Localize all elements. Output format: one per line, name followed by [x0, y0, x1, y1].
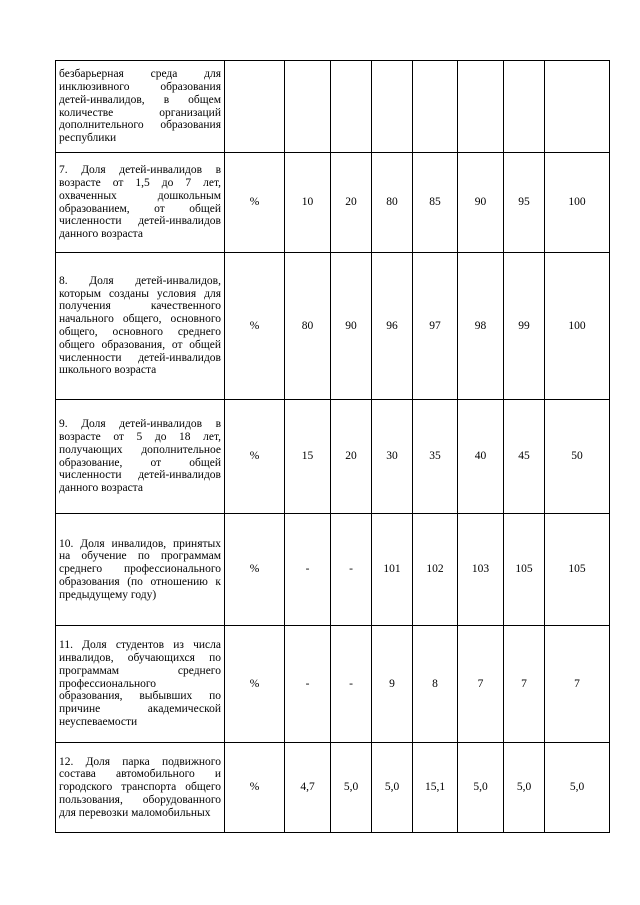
indicators-table — [55, 60, 610, 833]
value-cell: 4,7 — [285, 743, 331, 833]
value-cell — [413, 61, 458, 153]
table-row — [56, 61, 610, 153]
table-row — [56, 253, 610, 400]
value-cell: 101 — [372, 514, 413, 626]
table-body — [56, 61, 610, 833]
unit-cell: % — [225, 153, 285, 253]
value-cell — [372, 61, 413, 153]
value-cell: 9 — [372, 626, 413, 743]
value-cell: - — [331, 514, 372, 626]
value-cell: 90 — [458, 153, 504, 253]
unit-cell: % — [225, 743, 285, 833]
value-cell: 105 — [545, 514, 610, 626]
value-cell: 102 — [413, 514, 458, 626]
value-cell: - — [285, 626, 331, 743]
value-cell: 97 — [413, 253, 458, 400]
value-cell: 20 — [331, 400, 372, 514]
value-cell: 85 — [413, 153, 458, 253]
value-cell: 100 — [545, 253, 610, 400]
value-cell: - — [285, 514, 331, 626]
value-cell: 50 — [545, 400, 610, 514]
table-row — [56, 153, 610, 253]
value-cell: - — [331, 626, 372, 743]
indicator-description: 10. Доля инвалидов, принятых на обучение по программам среднего профессионального образования (по отношению к предыдущему году) — [56, 514, 225, 626]
value-cell: 7 — [504, 626, 545, 743]
value-cell: 80 — [372, 153, 413, 253]
value-cell: 7 — [545, 626, 610, 743]
value-cell: 90 — [331, 253, 372, 400]
value-cell: 105 — [504, 514, 545, 626]
value-cell: 5,0 — [458, 743, 504, 833]
value-cell: 15 — [285, 400, 331, 514]
value-cell: 5,0 — [504, 743, 545, 833]
value-cell: 5,0 — [331, 743, 372, 833]
value-cell: 80 — [285, 253, 331, 400]
unit-cell — [225, 61, 285, 153]
indicator-description: 8. Доля детей-инвалидов, которым созданы условия для получения качественного начального общего, основного общего, основного среднего общего образования, от общей численности детей-инвалидов школьного возраста — [56, 253, 225, 400]
value-cell — [285, 61, 331, 153]
value-cell — [331, 61, 372, 153]
unit-cell: % — [225, 626, 285, 743]
unit-cell: % — [225, 514, 285, 626]
value-cell: 96 — [372, 253, 413, 400]
value-cell: 30 — [372, 400, 413, 514]
value-cell: 15,1 — [413, 743, 458, 833]
value-cell: 35 — [413, 400, 458, 514]
unit-cell: % — [225, 253, 285, 400]
value-cell: 98 — [458, 253, 504, 400]
unit-cell: % — [225, 400, 285, 514]
value-cell: 5,0 — [372, 743, 413, 833]
value-cell: 103 — [458, 514, 504, 626]
value-cell — [504, 61, 545, 153]
table-row — [56, 514, 610, 626]
value-cell — [458, 61, 504, 153]
table-row — [56, 743, 610, 833]
indicator-description: 12. Доля парка подвижного состава автомобильного и городского транспорта общего пользования, оборудованного для перевозки маломобильных — [56, 743, 225, 833]
table-row — [56, 400, 610, 514]
value-cell: 100 — [545, 153, 610, 253]
indicator-description: 11. Доля студентов из числа инвалидов, обучающихся по программам среднего профессионального образования, выбывших по причине академической неуспеваемости — [56, 626, 225, 743]
value-cell: 10 — [285, 153, 331, 253]
value-cell: 99 — [504, 253, 545, 400]
indicator-description: безбарьерная среда для инклюзивного образования детей-инвалидов, в общем количестве организаций дополнительного образования республики — [56, 61, 225, 153]
value-cell: 40 — [458, 400, 504, 514]
value-cell: 7 — [458, 626, 504, 743]
value-cell: 45 — [504, 400, 545, 514]
value-cell — [545, 61, 610, 153]
table-row — [56, 626, 610, 743]
indicator-description: 9. Доля детей-инвалидов в возрасте от 5 до 18 лет, получающих дополнительное образование, от общей численности детей-инвалидов данного возраста — [56, 400, 225, 514]
indicator-description: 7. Доля детей-инвалидов в возрасте от 1,5 до 7 лет, охваченных дошкольным образованием, от общей численности детей-инвалидов данного возраста — [56, 153, 225, 253]
value-cell: 20 — [331, 153, 372, 253]
value-cell: 5,0 — [545, 743, 610, 833]
value-cell: 8 — [413, 626, 458, 743]
value-cell: 95 — [504, 153, 545, 253]
